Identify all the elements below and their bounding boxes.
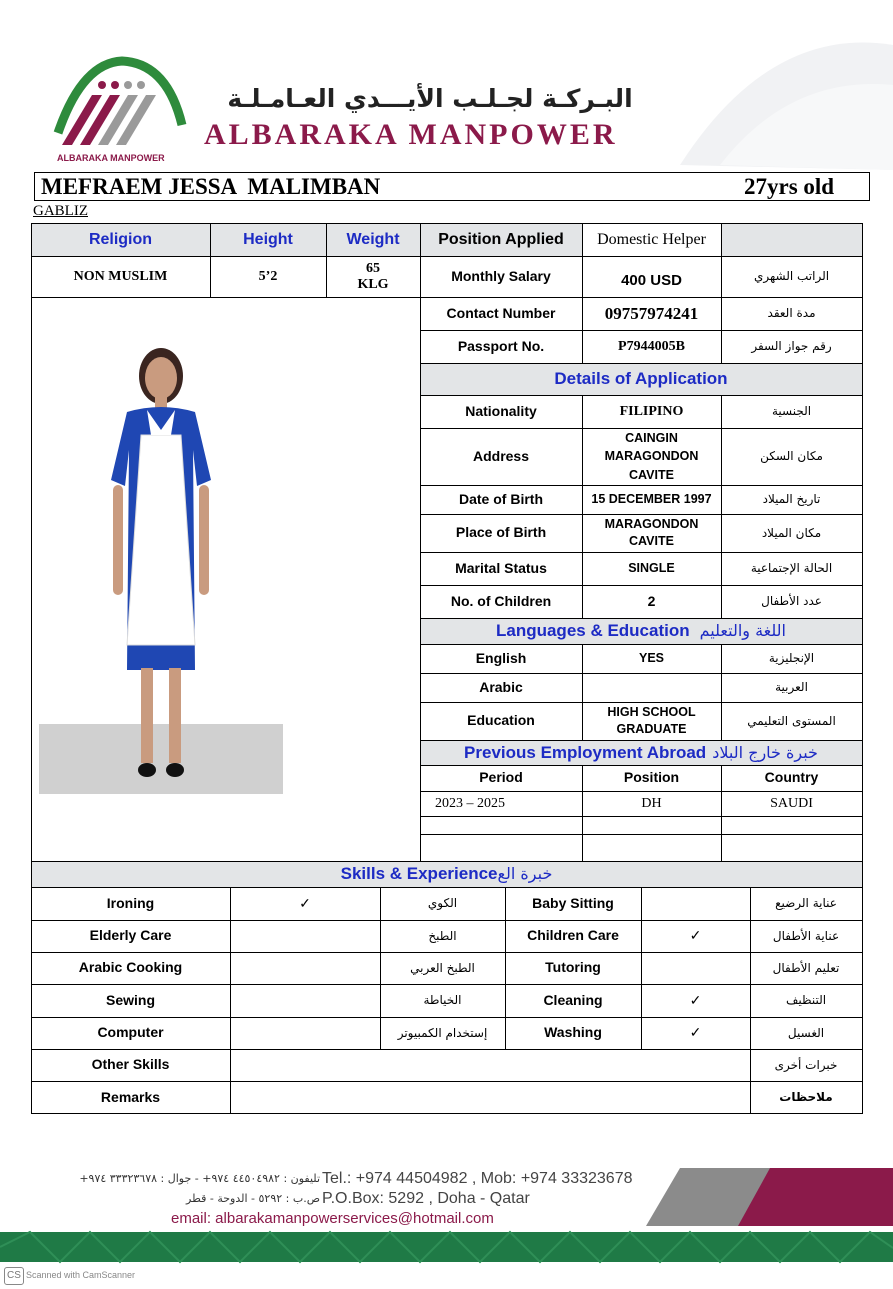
position-applied-label: Position Applied: [438, 230, 564, 248]
company-header: [0, 0, 893, 170]
footer-tel: Tel.: +974 44504982 , Mob: +974 33323678: [322, 1170, 633, 1187]
country-header: Country: [764, 769, 819, 786]
monthly-salary-value: 400 USD: [621, 272, 682, 290]
english-label: English: [475, 649, 527, 666]
skill-ironing: Ironing: [106, 894, 155, 911]
passport-no-ar: رقم جواز السفر: [751, 339, 832, 353]
skill-computer: Computer: [97, 1024, 164, 1041]
monthly-salary-label: Monthly Salary: [451, 267, 551, 284]
passport-no-value: P7944005B: [618, 338, 685, 354]
contact-number-ar: مدة العقد: [767, 306, 816, 320]
skill-washing: Washing: [544, 1024, 602, 1041]
agent-code: GABLIZ: [33, 203, 88, 219]
contact-number-value: 09757974241: [604, 303, 699, 323]
skill-cleaning: Cleaning: [543, 991, 603, 1008]
address-ar: مكان السكن: [760, 449, 823, 463]
languages-heading-ar: اللغة والتعليم: [699, 621, 786, 640]
other-skills-label: Other Skills: [91, 1056, 170, 1073]
arabic-label: Arabic: [479, 678, 523, 695]
address-value: [582, 428, 721, 485]
employment-heading-en: Previous Employment Abroad: [464, 742, 707, 762]
skill-ironing-ar: الكوي: [427, 896, 458, 910]
candidate-photo: [39, 340, 283, 794]
skill-children-care-check: ✓: [689, 927, 702, 944]
skills-heading: [31, 861, 862, 887]
remarks-ar: ملاحظات: [779, 1090, 833, 1104]
marital-status-label: Marital Status: [455, 559, 547, 576]
english-ar: الإنجليزية: [768, 651, 815, 665]
weight-header: Weight: [346, 230, 400, 248]
nationality-value: FILIPINO: [619, 403, 684, 419]
scanner-note: Scanned with CamScanner: [26, 1270, 136, 1280]
employment-country: SAUDI: [770, 795, 813, 811]
employment-heading-ar: خبرة خارج البلاد: [712, 742, 818, 762]
footer-pobox: P.O.Box: 5292 , Doha - Qatar: [322, 1190, 530, 1207]
place-of-birth-label: Place of Birth: [455, 524, 547, 541]
education-line-1: HIGH SCHOOL: [607, 704, 696, 719]
footer: [0, 1160, 893, 1289]
skill-elderly-care-ar: الطبخ: [428, 928, 457, 943]
address-line-1: CAINGIN: [625, 431, 678, 446]
date-of-birth-value: 15 DECEMBER 1997: [591, 491, 712, 506]
employment-heading: [420, 740, 862, 765]
skill-tutoring: Tutoring: [545, 959, 601, 976]
skill-arabic-cooking-check: [230, 952, 380, 984]
languages-heading: [420, 618, 862, 644]
weight-value: [326, 256, 420, 297]
place-of-birth-ar: مكان الميلاد: [761, 525, 822, 540]
marital-status-value: SINGLE: [628, 560, 675, 575]
date-of-birth-label: Date of Birth: [459, 490, 543, 507]
skill-cleaning-check: ✓: [689, 991, 702, 1008]
english-value: YES: [638, 650, 664, 665]
skills-heading-ar: خبرة الع: [497, 864, 553, 883]
candidate-age: 27yrs old: [744, 174, 835, 199]
skill-arabic-cooking: Arabic Cooking: [78, 959, 183, 976]
passport-no-label: Passport No.: [457, 337, 545, 354]
contact-number-label: Contact Number: [446, 304, 556, 321]
remarks-label: Remarks: [100, 1088, 161, 1105]
place-of-birth-line-2: CAVITE: [629, 534, 674, 548]
religion-value: NON MUSLIM: [73, 268, 168, 284]
position-header: Position: [623, 769, 680, 786]
children-label: No. of Children: [450, 592, 552, 609]
skill-tutoring-ar: تعليم الأطفال: [772, 960, 840, 975]
languages-heading-en: Languages & Education: [495, 621, 690, 641]
skill-arabic-cooking-ar: الطبخ العربي: [410, 960, 475, 975]
skill-computer-check: [230, 1017, 380, 1049]
skill-baby-sitting: Baby Sitting: [532, 894, 614, 911]
skill-baby-sitting-ar: عناية الرضيع: [775, 896, 837, 910]
monthly-salary-ar: الراتب الشهري: [753, 269, 830, 283]
footer-ar-phone: تليفون : ٤٤٥٠٤٩٨٢ ٩٧٤+ - جوال : ٣٣٣٢٣٦٧٨ ٩٧٤+: [79, 1172, 320, 1185]
skill-sewing-check: [230, 984, 380, 1017]
logo-caption: ALBARAKA MANPOWER: [57, 153, 165, 163]
skill-sewing-ar: الخياطة: [423, 993, 462, 1007]
address-label: Address: [472, 447, 530, 464]
footer-email: email: albarakamanpowerservices@hotmail.com: [171, 1210, 494, 1227]
weight-number: 65: [366, 261, 380, 277]
education-value: [582, 702, 721, 740]
religion-header: Religion: [88, 230, 153, 248]
address-line-2: MARAGONDON: [604, 449, 699, 464]
skill-computer-ar: إستخدام الكمبيوتر: [397, 1025, 488, 1040]
employment-period: 2023 – 2025: [435, 795, 505, 811]
employment-position: DH: [641, 795, 662, 811]
nationality-label: Nationality: [465, 402, 537, 419]
skill-cleaning-ar: التنظيف: [785, 993, 827, 1007]
other-skills-ar: خبرات أخرى: [774, 1057, 838, 1072]
period-header: Period: [479, 769, 523, 786]
candidate-figure-icon: [99, 340, 224, 785]
skill-children-care-ar: عناية الأطفال: [772, 928, 840, 943]
height-header: Height: [243, 230, 293, 248]
company-arabic-name: البـركـة لجـلـب الأيـــدي العـامـلـة: [227, 84, 633, 113]
watermark-graphic: [660, 25, 893, 170]
children-ar: عدد الأطفال: [761, 594, 822, 608]
address-line-3: CAVITE: [629, 467, 674, 482]
skill-baby-sitting-check: [641, 887, 750, 920]
albaraka-logo-icon: [52, 55, 187, 153]
skill-ironing-check: ✓: [299, 894, 311, 911]
skill-washing-check: ✓: [689, 1024, 702, 1041]
arabic-value: [582, 673, 721, 702]
details-heading: Details of Application: [554, 369, 728, 389]
place-of-birth-line-1: MARAGONDON: [604, 516, 699, 531]
weight-unit: KLG: [357, 276, 389, 292]
arabic-ar: العربية: [775, 680, 808, 694]
scanner-badge: CS: [4, 1267, 24, 1285]
candidate-name: MEFRAEM JESSA MALIMBAN: [41, 174, 381, 199]
education-ar: المستوى التعليمي: [747, 713, 836, 728]
education-label: Education: [467, 712, 535, 729]
footer-banner-graphic: [0, 1168, 893, 1264]
company-name: ALBARAKA MANPOWER: [204, 118, 618, 151]
skill-sewing: Sewing: [105, 991, 155, 1008]
footer-ar-pobox: ص.ب : ٥٢٩٢ - الدوحة - قطر: [186, 1192, 320, 1205]
height-value: 5’2: [258, 268, 278, 284]
skill-children-care: Children Care: [527, 927, 619, 944]
marital-status-ar: الحالة الإجتماعية: [750, 561, 833, 575]
date-of-birth-ar: تاريخ الميلاد: [762, 492, 821, 506]
skill-washing-ar: الغسيل: [787, 1025, 825, 1040]
education-line-2: GRADUATE: [616, 722, 687, 736]
children-value: 2: [647, 592, 656, 609]
place-of-birth-value: [582, 514, 721, 552]
skill-tutoring-check: [641, 952, 750, 984]
skill-elderly-care-check: [230, 920, 380, 952]
skill-elderly-care: Elderly Care: [89, 927, 172, 944]
nationality-ar: الجنسية: [771, 404, 812, 418]
skills-heading-en: Skills & Experience: [340, 864, 498, 884]
position-applied-value: Domestic Helper: [597, 230, 706, 248]
